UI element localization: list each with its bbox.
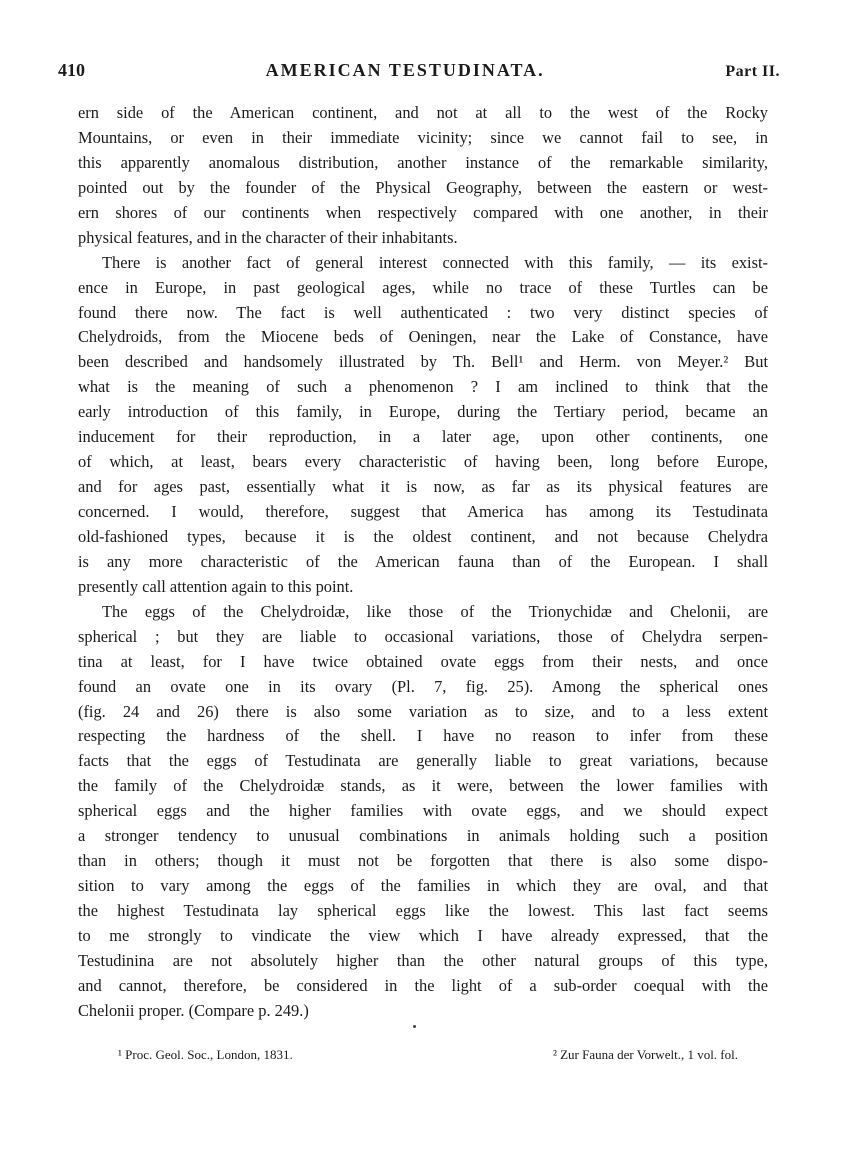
- text-line: found an ovate one in its ovary (Pl. 7, fig. 25). Among the spherical ones: [78, 676, 768, 696]
- text-line: physical features, and in the character of their inhabitants.: [78, 227, 458, 247]
- text-line: facts that the eggs of Testudinata are generally liable to great variations, because: [78, 751, 768, 771]
- text-line: Testudinina are not absolutely higher than the other natural groups of this type,: [78, 950, 768, 970]
- footnotes: [78, 1047, 768, 1063]
- text-line: the family of the Chelydroidæ stands, as it were, between the lower families with: [78, 776, 768, 796]
- text-line: been described and handsomely illustrated by Th. Bell¹ and Herm. von Meyer.² But: [78, 352, 768, 372]
- page-number: 410: [58, 60, 85, 80]
- text-line: respecting the hardness of the shell. I have no reason to infer from these: [78, 726, 768, 746]
- text-line: ern side of the American continent, and not at all to the west of the Rocky: [78, 103, 768, 122]
- text-line: (fig. 24 and 26) there is also some variation as to size, and to a less extent: [78, 701, 768, 721]
- text-line: inducement for their reproduction, in a later age, upon other continents, one: [78, 427, 768, 447]
- text-line: Chelonii proper. (Compare p. 249.): [78, 1000, 309, 1020]
- print-speck: [413, 1025, 416, 1028]
- text-line: spherical ; but they are liable to occasional variations, those of Chelydra serpen-: [78, 626, 768, 646]
- text-line: tina at least, for I have twice obtained ovate eggs from their nests, and once: [78, 651, 768, 671]
- text-line: spherical eggs and the higher families with ovate eggs, and we should expect: [78, 801, 768, 821]
- text-line: Mountains, or even in their immediate vicinity; since we cannot fail to see, in: [78, 127, 768, 147]
- body-text: [78, 101, 768, 1024]
- text-line: concerned. I would, therefore, suggest that America has among its Testudinata: [78, 502, 768, 521]
- text-line: There is another fact of general interest connected with this family, — its exist-: [102, 252, 768, 272]
- paragraph: [78, 251, 768, 600]
- text-line: The eggs of the Chelydroidæ, like those of the Trionychidæ and Chelonii, are: [102, 601, 768, 621]
- part-label: Part II.: [725, 63, 780, 80]
- text-line: Chelydroids, from the Miocene beds of Oeningen, near the Lake of Constance, have: [78, 327, 768, 347]
- text-line: a stronger tendency to unusual combinations in animals holding such a position: [78, 826, 768, 846]
- paragraph: [78, 101, 768, 251]
- text-line: presently call attention again to this point.: [78, 576, 354, 596]
- running-title: AMERICAN TESTUDINATA.: [265, 60, 545, 80]
- text-line: of which, at least, bears every characteristic of having been, long before Europe,: [78, 452, 768, 472]
- text-line: the highest Testudinata lay spherical eggs like the lowest. This last fact seems: [78, 901, 768, 920]
- paragraph: [78, 600, 768, 1024]
- text-line: old-fashioned types, because it is the oldest continent, and not because Chelydra: [78, 526, 768, 546]
- text-line: and for ages past, essentially what it is now, as far as its physical features are: [78, 477, 768, 497]
- text-line: early introduction of this family, in Europe, during the Tertiary period, became an: [78, 402, 768, 422]
- text-line: ence in Europe, in past geological ages, while no trace of these Turtles can be: [78, 277, 768, 297]
- text-line: and cannot, therefore, be considered in the light of a sub-order coequal with the: [78, 975, 768, 995]
- text-line: than in others; though it must not be forgotten that there is also some dispo-: [78, 851, 768, 871]
- text-line: this apparently anomalous distribution, another instance of the remarkable similarity,: [78, 152, 768, 172]
- text-line: ern shores of our continents when respectively compared with one another, in their: [78, 202, 768, 222]
- footnote-1: ¹ Proc. Geol. Soc., London, 1831.: [118, 1047, 293, 1062]
- text-line: to me strongly to vindicate the view which I have already expressed, that the: [78, 925, 768, 945]
- footnote-2: ² Zur Fauna der Vorwelt., 1 vol. fol.: [552, 1047, 738, 1062]
- text-line: what is the meaning of such a phenomenon ? I am inclined to think that the: [78, 377, 768, 397]
- text-line: is any more characteristic of the American fauna than of the European. I shall: [78, 551, 768, 571]
- text-line: pointed out by the founder of the Physical Geography, between the eastern or west-: [78, 177, 768, 197]
- text-line: sition to vary among the eggs of the families in which they are oval, and that: [78, 876, 768, 896]
- running-header: [58, 60, 780, 88]
- text-line: found there now. The fact is well authenticated : two very distinct species of: [78, 302, 768, 322]
